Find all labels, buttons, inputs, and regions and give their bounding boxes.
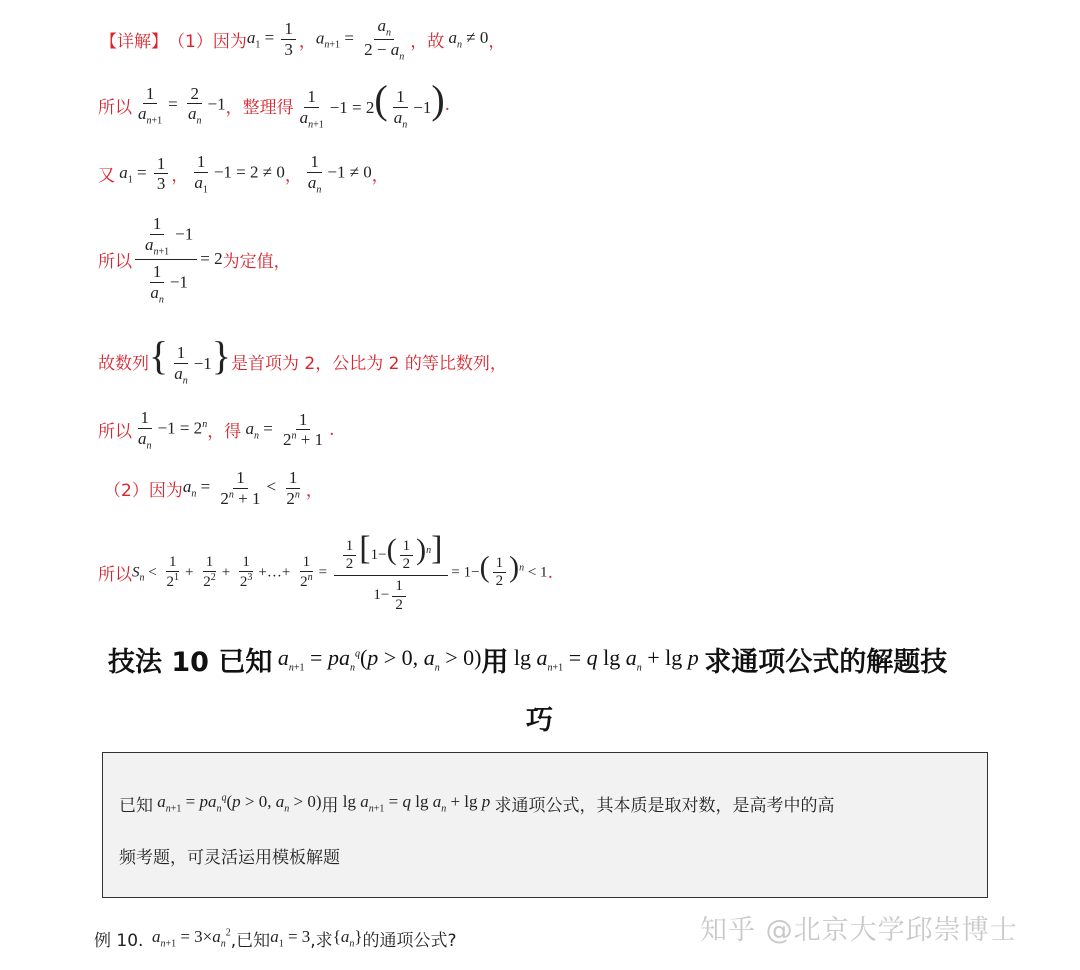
line6-mid: ，得	[207, 422, 242, 443]
line8-prefix: 所以	[98, 565, 132, 586]
example-text-c: 的通项公式?	[362, 931, 457, 951]
formula-recurrence: $a_{n+1}$ = $\frac{a_n}{2 - a_n}$	[315, 16, 405, 63]
technique-title	[108, 640, 947, 679]
solution-line-2: 所以 $\frac{1}{a_{n+1}}$ = $\frac{2}{a_n}$ −1 ，整理得 $\frac{1}{a_{n+1}}$ −1 = 2( $\frac{1}{a_n}$ −1) .	[98, 77, 451, 131]
solution-line-6: 所以 $\frac{1}{a_n}$ $-1 = 2^n$ ，得 $a_n$ = $\frac{1}{2^n + 1}$ .	[98, 408, 335, 451]
formula-general-neq: $\frac{1}{a_n}$ −1 ≠ 0	[307, 152, 372, 195]
watermark: 知乎 @北京大学邱崇博士	[700, 915, 1018, 946]
solution-line-3: 又 $a_1$ = $\frac{1}{3}$ ， $\frac{1}{a_1}$ −1 = 2 ≠ 0 ， $\frac{1}{a_n}$ −1 ≠ 0 ，	[98, 152, 389, 195]
summary-mid: 用	[321, 796, 339, 816]
detail-tag: 【详解】	[100, 31, 168, 52]
example-label: 例 10.	[94, 931, 144, 951]
title-mid: 用	[481, 647, 509, 678]
line6-prefix: 所以	[98, 422, 132, 443]
summary-prefix: 已知	[119, 796, 153, 816]
therefore-text: ，故	[410, 31, 445, 52]
part1-label: （1）因为	[168, 31, 247, 52]
formula-a1-again: $a_1$ = $\frac{1}{3}$	[115, 154, 171, 194]
formula-rearranged: $\frac{1}{a_{n+1}}$ −1 = 2( $\frac{1}{a_n}$ −1)	[299, 77, 445, 131]
line4-suffix: 为定值，	[222, 252, 291, 273]
summary-recurrence: $a_{n+1} = pa_n^q(p > 0$, $a_n > 0$)	[157, 792, 322, 815]
formula-power: $\frac{1}{a_n}$ $-1 = 2^n$	[138, 408, 208, 451]
summary-log-formula: $\lg a_{n+1} = q$ $\lg a_n + \lg p$	[338, 792, 491, 815]
solution-line-7: （2）因为 $a_n$ = $\frac{1}{2^n + 1}$ < $\frac{1}{2^n}$ ，	[104, 468, 323, 508]
formula-a1: $a_1$ = $\frac{1}{3}$	[247, 19, 299, 59]
example-recurrence: $a_{n+1} = 3\times a_n^2$	[151, 927, 231, 950]
formula-ratio: $\frac{1}{a_{n+1}}$ −1 $\frac{1}{a_n}$ −1 = 2	[132, 212, 223, 308]
title-suffix: 求通项公式的解题技	[704, 647, 948, 678]
line5-prefix: 故数列	[98, 353, 149, 374]
formula-an-closed: $a_n$ = $\frac{1}{2^n + 1}$	[245, 409, 324, 450]
technique-title-line2: 巧	[526, 705, 553, 736]
formula-reciprocal: $\frac{1}{a_{n+1}}$ = $\frac{2}{a_n}$ −1	[138, 83, 226, 127]
formula-bound: $a_n$ = $\frac{1}{2^n + 1}$ < $\frac{1}{2^n}$	[182, 468, 300, 508]
formula-sequence: { $\frac{1}{a_n}$ −1}	[149, 333, 231, 387]
part2-label: （2）因为	[104, 480, 183, 501]
title-recurrence: $a_{n+1} = pa_n^q(p > 0$, $a_n > 0$)	[277, 645, 482, 674]
example-initial: $a_1 = 3$	[270, 927, 311, 950]
solution-line-1: 【详解】 （1）因为 $a_1$ = $\frac{1}{3}$ ， $a_{n+1}$ = $\frac{a_n}{2 - a_n}$ ，故 $a_n \ne 0$ ，	[100, 16, 506, 63]
title-log-formula: $\lg a_{n+1} = q$ $\lg a_n + \lg p$	[508, 645, 699, 674]
summary-suffix: 求通项公式，其本质是取对数，是高考中的高	[494, 796, 835, 816]
formula-sum-bound: $S_n$ < $\frac{1}{2^1}$ + $\frac{1}{2^2}$ + $\frac{1}{2^3}$ +…+ $\frac{1}{2^n}$ = $\frac{1}{2}$ [1−( $\frac{1}{2}$ )$^n$] 1− $\frac{1}{2}$ = 1−( $\frac{1}{2}$ )$^n$ < 1	[132, 530, 548, 613]
formula-an-neq-0: $a_n \ne 0$	[448, 28, 489, 51]
line2-mid: ，整理得	[225, 97, 294, 118]
line2-prefix: 所以	[98, 97, 132, 118]
solution-line-5	[98, 333, 507, 387]
line5-suffix: 是首项为 2，公比为 2 的等比数列，	[231, 353, 507, 374]
summary-box	[102, 752, 988, 898]
line4-prefix: 所以	[98, 252, 132, 273]
example-text-a: ,已知	[230, 931, 271, 951]
example-10	[94, 926, 457, 951]
formula-first-term: $\frac{1}{a_1}$ −1 = 2 ≠ 0	[194, 152, 285, 195]
title-prefix: 技法 10 已知	[108, 647, 273, 678]
solution-line-8: 所以 $S_n$ < $\frac{1}{2^1}$ + $\frac{1}{2^2}$ + $\frac{1}{2^3}$ +…+ $\frac{1}{2^n}$ = $\frac{1}{2}$ [1−( $\frac{1}{2}$ )$^n$] 1− $\frac{1}{2}$ = 1−( $\frac{1}{2}$ )$^n$ < 1 .	[98, 530, 553, 616]
summary-line-2: 频考题，可灵活运用模板解题	[119, 848, 340, 868]
line3-prefix: 又	[98, 166, 115, 187]
example-text-b: ,求	[310, 931, 333, 951]
solution-line-4	[98, 212, 291, 308]
summary-line-1	[119, 791, 835, 816]
example-sequence: $\{a_n\}$	[332, 927, 363, 950]
